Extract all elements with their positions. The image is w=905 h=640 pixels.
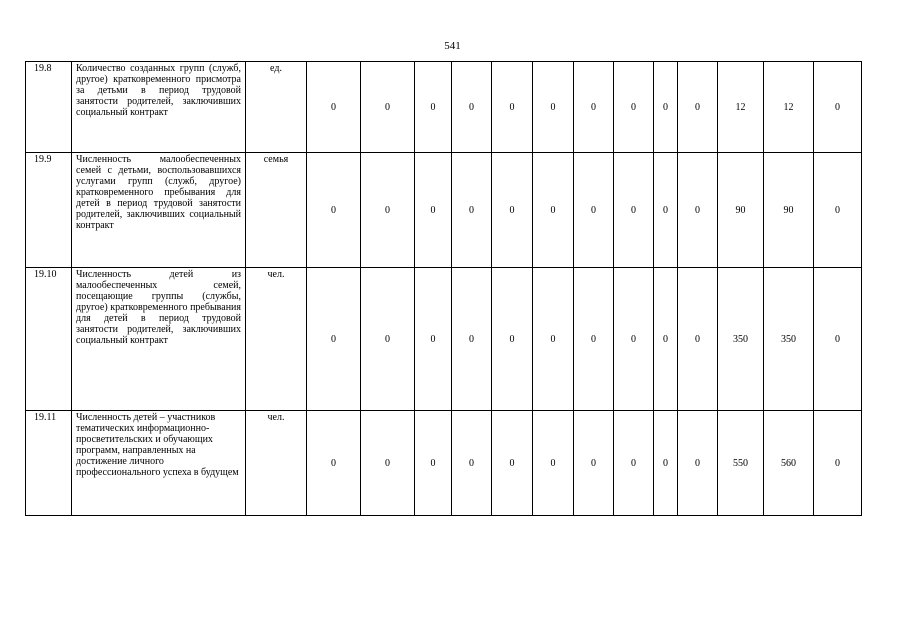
row-unit: чел. [246, 411, 307, 516]
row-unit: чел. [246, 268, 307, 411]
value-cell: 0 [654, 268, 678, 411]
value-cell: 0 [415, 268, 452, 411]
value-cell: 0 [574, 268, 614, 411]
value-cell: 0 [533, 411, 574, 516]
value-cell: 0 [574, 153, 614, 268]
value-cell: 0 [492, 268, 533, 411]
value-cell: 0 [533, 268, 574, 411]
row-description: Количество созданных групп (служб, другое) кратковременного присмотра за детьми в период трудовой занятости родителей, заключивших социальный контракт [72, 62, 246, 153]
value-cell: 0 [307, 268, 361, 411]
value-cell: 0 [614, 268, 654, 411]
value-cell: 0 [654, 411, 678, 516]
table-row [26, 411, 862, 516]
value-cell: 0 [654, 153, 678, 268]
value-cell: 12 [764, 62, 814, 153]
table-row [26, 62, 862, 153]
row-description: Численность малообеспеченных семей с детьми, воспользовавшихся услугами групп (служб, другое) кратковременного пребывания для детей в период трудовой занятости родителей, заключивших социальный контракт [72, 153, 246, 268]
value-cell: 0 [452, 62, 492, 153]
row-description: Численность детей из малообеспеченных семей, посещающие группы (службы, другое) кратковременного пребывания для детей в период трудовой занятости родителей, заключивших социальный контракт [72, 268, 246, 411]
value-cell: 350 [718, 268, 764, 411]
value-cell: 0 [614, 411, 654, 516]
value-cell: 0 [492, 411, 533, 516]
table-row [26, 268, 862, 411]
value-cell: 0 [533, 153, 574, 268]
value-cell: 0 [678, 268, 718, 411]
value-cell: 0 [452, 153, 492, 268]
value-cell: 0 [307, 411, 361, 516]
page-number: 541 [444, 40, 461, 52]
value-cell: 0 [574, 411, 614, 516]
value-cell: 0 [452, 411, 492, 516]
value-cell: 0 [814, 153, 862, 268]
value-cell: 0 [614, 62, 654, 153]
row-number: 19.10 [26, 268, 72, 411]
value-cell: 0 [814, 411, 862, 516]
value-cell: 0 [361, 268, 415, 411]
value-cell: 90 [764, 153, 814, 268]
value-cell: 0 [492, 153, 533, 268]
row-number: 19.8 [26, 62, 72, 153]
value-cell: 0 [678, 411, 718, 516]
value-cell: 0 [415, 62, 452, 153]
value-cell: 0 [814, 62, 862, 153]
value-cell: 0 [614, 153, 654, 268]
value-cell: 0 [361, 62, 415, 153]
value-cell: 0 [452, 268, 492, 411]
value-cell: 0 [678, 62, 718, 153]
value-cell: 560 [764, 411, 814, 516]
value-cell: 0 [574, 62, 614, 153]
value-cell: 0 [361, 153, 415, 268]
value-cell: 0 [533, 62, 574, 153]
value-cell: 550 [718, 411, 764, 516]
value-cell: 90 [718, 153, 764, 268]
value-cell: 0 [492, 62, 533, 153]
row-description: Численность детей – участников тематических информационно-просветительских и обучающих программ, направленных на достижение личного профессионального успеха в будущем [72, 411, 246, 516]
value-cell: 0 [307, 62, 361, 153]
value-cell: 0 [654, 62, 678, 153]
row-number: 19.11 [26, 411, 72, 516]
row-unit: ед. [246, 62, 307, 153]
value-cell: 0 [307, 153, 361, 268]
row-number: 19.9 [26, 153, 72, 268]
table-row [26, 153, 862, 268]
value-cell: 0 [814, 268, 862, 411]
row-unit: семья [246, 153, 307, 268]
indicator-table [25, 61, 862, 516]
value-cell: 0 [678, 153, 718, 268]
value-cell: 350 [764, 268, 814, 411]
value-cell: 0 [361, 411, 415, 516]
value-cell: 12 [718, 62, 764, 153]
value-cell: 0 [415, 153, 452, 268]
value-cell: 0 [415, 411, 452, 516]
